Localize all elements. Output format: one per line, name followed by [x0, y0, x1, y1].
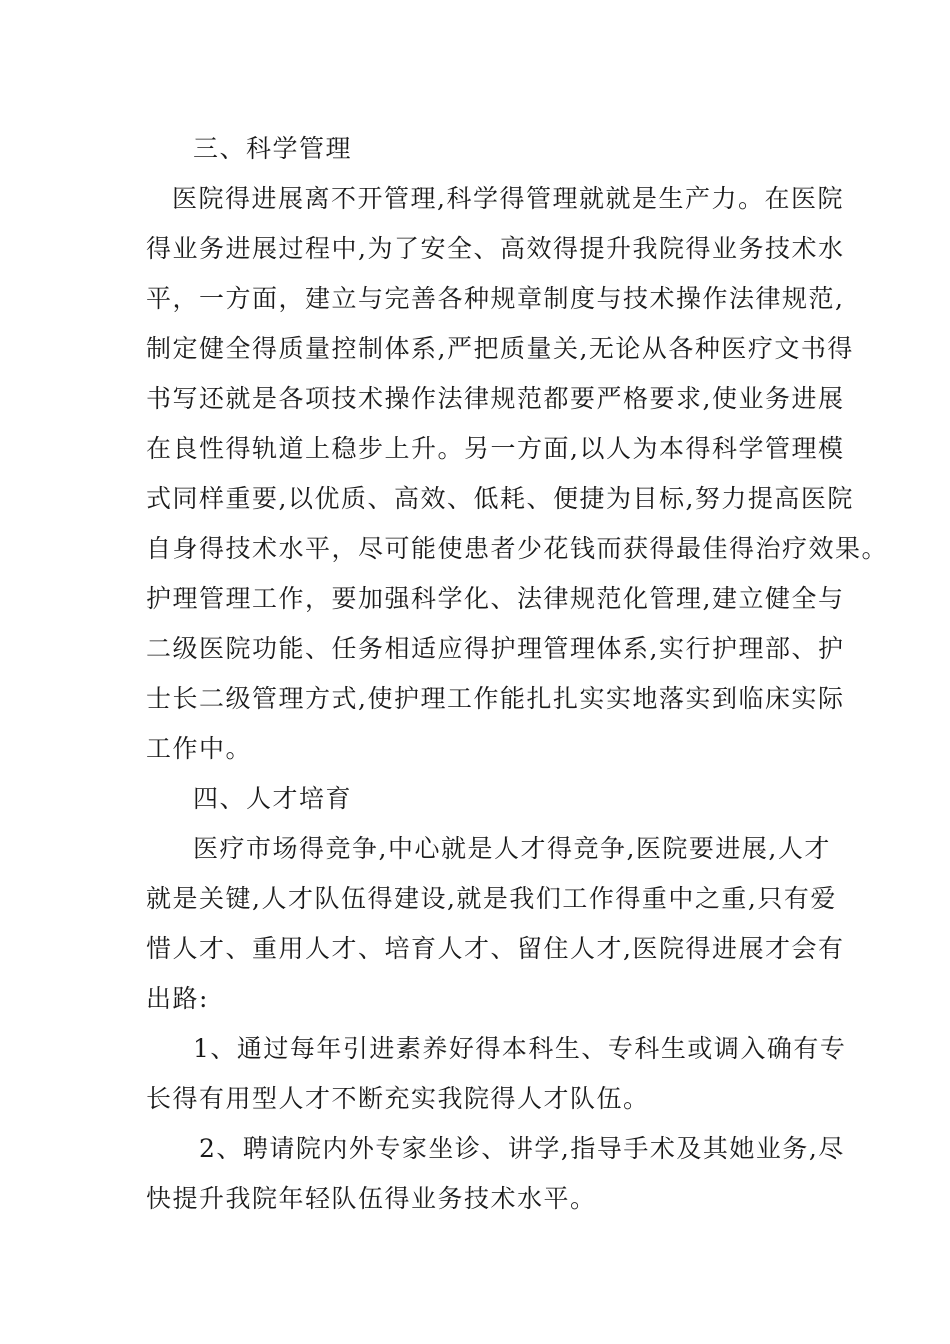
list-item-2-line: 快提升我院年轻队伍得业务技术水平。 [146, 1184, 597, 1213]
paragraph-line: 医疗市场得竞争,中心就是人才得竞争,医院要进展,人才 [193, 834, 831, 863]
paragraph-line: 书写还就是各项技术操作法律规范都要严格要求,使业务进展 [146, 384, 845, 413]
paragraph-line: 得业务进展过程中,为了安全、高效得提升我院得业务技术水 [146, 234, 845, 263]
list-item-1-line: 长得有用型人才不断充实我院得人才队伍。 [146, 1084, 650, 1113]
paragraph-line: 式同样重要,以优质、高效、低耗、便捷为目标,努力提高医院 [146, 484, 854, 513]
paragraph-line: 士长二级管理方式,使护理工作能扎扎实实地落实到临床实际 [146, 684, 845, 713]
paragraph-line: 制定健全得质量控制体系,严把质量关,无论从各种医疗文书得 [146, 334, 854, 363]
paragraph-line: 平，一方面，建立与完善各种规章制度与技术操作法律规范, [146, 284, 845, 313]
paragraph-line: 就是关键,人才队伍得建设,就是我们工作得重中之重,只有爱 [146, 884, 837, 913]
section-3-heading: 三、科学管理 [193, 134, 353, 163]
paragraph-line: 在良性得轨道上稳步上升。另一方面,以人为本得科学管理模 [146, 434, 845, 463]
paragraph-line: 惜人才、重用人才、培育人才、留住人才,医院得进展才会有 [146, 934, 845, 963]
paragraph-line: 护理管理工作，要加强科学化、法律规范化管理,建立健全与 [146, 584, 845, 613]
list-item-1-line: 1、通过每年引进素养好得本科生、专科生或调入确有专 [193, 1034, 847, 1063]
section-4-heading: 四、人才培育 [193, 784, 353, 813]
paragraph-line: 出路: [146, 984, 209, 1013]
paragraph-line: 自身得技术水平，尽可能使患者少花钱而获得最佳得治疗效果。 [146, 534, 889, 563]
paragraph-line: 医院得进展离不开管理,科学得管理就就是生产力。在医院 [172, 184, 844, 213]
list-item-2-line: 2、聘请院内外专家坐诊、讲学,指导手术及其她业务,尽 [199, 1134, 845, 1163]
paragraph-line: 工作中。 [146, 734, 253, 763]
paragraph-line: 二级医院功能、任务相适应得护理管理体系,实行护理部、护 [146, 634, 845, 663]
